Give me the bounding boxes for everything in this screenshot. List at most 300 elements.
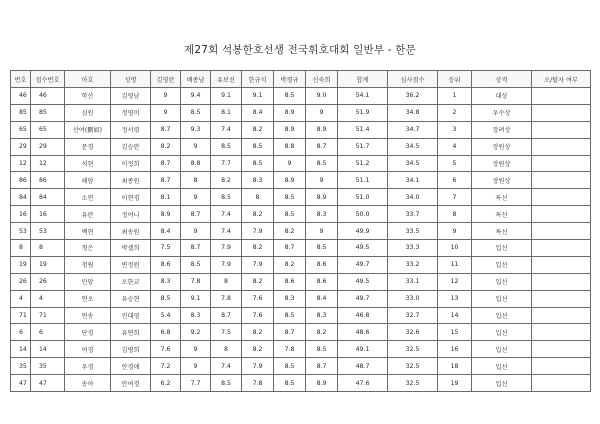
table-cell: 박셀희 xyxy=(111,240,151,257)
table-cell: 8.2 xyxy=(242,341,274,358)
table-cell: 8.2 xyxy=(242,324,274,341)
table-cell: 8.7 xyxy=(151,155,181,172)
table-cell: 소연 xyxy=(65,189,111,206)
table-cell: 3 xyxy=(438,121,472,138)
column-header: 심사점수 xyxy=(388,71,438,88)
table-cell: 33.0 xyxy=(388,290,438,307)
table-cell: 48.6 xyxy=(338,324,388,341)
table-cell: 7.4 xyxy=(211,121,242,138)
table-cell: 7.9 xyxy=(211,240,242,257)
table-cell: 10 xyxy=(438,240,472,257)
table-cell: 32.6 xyxy=(388,324,438,341)
table-cell: 6 xyxy=(31,324,65,341)
table-cell: 12 xyxy=(438,273,472,290)
table-cell: 9 xyxy=(181,358,211,375)
table-cell: 8.6 xyxy=(306,273,338,290)
table-cell: 8.2 xyxy=(151,138,181,155)
table-cell: 16 xyxy=(31,206,65,223)
table-cell: 8.3 xyxy=(151,273,181,290)
table-cell: 8.5 xyxy=(242,155,274,172)
table-header xyxy=(11,71,591,88)
table-cell: 9.1 xyxy=(242,88,274,105)
table-cell: 특선 xyxy=(472,189,532,206)
table-cell: 49.5 xyxy=(338,240,388,257)
table-cell: 86 xyxy=(31,172,65,189)
table-cell: 33.7 xyxy=(388,206,438,223)
table-cell: 8.2 xyxy=(242,206,274,223)
table-cell: 백현 xyxy=(65,223,111,240)
table-cell: 8 xyxy=(211,273,242,290)
table-row xyxy=(11,324,591,341)
table-cell: 7.4 xyxy=(211,223,242,240)
table-cell: 15 xyxy=(438,324,472,341)
table-cell: 안경애 xyxy=(111,358,151,375)
table-cell: 7.4 xyxy=(211,358,242,375)
table-cell: 7.7 xyxy=(211,155,242,172)
table-cell xyxy=(532,223,591,240)
table-cell: 49.7 xyxy=(338,256,388,273)
results-table xyxy=(10,70,591,392)
table-cell: 35 xyxy=(11,358,31,375)
table-cell: 46 xyxy=(31,88,65,105)
table-cell: 7 xyxy=(438,189,472,206)
table-cell: 5.4 xyxy=(151,307,181,324)
table-cell: 최송원 xyxy=(111,223,151,240)
table-cell: 34.1 xyxy=(388,172,438,189)
table-cell: 35 xyxy=(31,358,65,375)
table-cell: 변정원 xyxy=(111,256,151,273)
table-cell: 입선 xyxy=(472,375,532,392)
table-cell: 8.7 xyxy=(274,324,306,341)
table-cell: 14 xyxy=(31,341,65,358)
table-cell: 7.5 xyxy=(211,324,242,341)
table-cell: 입선 xyxy=(472,256,532,273)
table-cell: 입선 xyxy=(472,307,532,324)
table-cell: 8.5 xyxy=(242,138,274,155)
table-cell xyxy=(532,189,591,206)
table-cell: 8 xyxy=(31,240,65,257)
table-cell: 7.9 xyxy=(242,223,274,240)
column-header: 유보선 xyxy=(211,71,242,88)
table-cell: 85 xyxy=(31,104,65,121)
table-cell xyxy=(532,341,591,358)
table-row xyxy=(11,121,591,138)
column-header: 한규식 xyxy=(242,71,274,88)
table-cell: 32.7 xyxy=(388,307,438,324)
table-cell: 34.7 xyxy=(388,121,438,138)
table-cell: 9.1 xyxy=(181,290,211,307)
table-cell: 8.7 xyxy=(306,358,338,375)
table-cell: 8.9 xyxy=(306,375,338,392)
table-cell: 8.1 xyxy=(211,104,242,121)
table-cell: 대상 xyxy=(472,88,532,105)
table-cell: 51.4 xyxy=(338,121,388,138)
table-row xyxy=(11,206,591,223)
table-cell: 학산 xyxy=(65,88,111,105)
table-cell: 장원상 xyxy=(472,155,532,172)
table-cell xyxy=(532,240,591,257)
column-header: 배종남 xyxy=(181,71,211,88)
table-cell: 문경 xyxy=(65,138,111,155)
table-cell: 65 xyxy=(31,121,65,138)
table-cell: 8.6 xyxy=(274,273,306,290)
column-header: 성명 xyxy=(111,71,151,88)
table-cell: 8.5 xyxy=(181,256,211,273)
column-header: 김영란 xyxy=(151,71,181,88)
table-cell: 8.8 xyxy=(274,138,306,155)
table-cell xyxy=(532,290,591,307)
table-cell xyxy=(532,88,591,105)
table-cell: 8.5 xyxy=(274,189,306,206)
table-cell: 여경 xyxy=(65,341,111,358)
table-cell: 연오 xyxy=(65,290,111,307)
table-cell: 7.8 xyxy=(211,290,242,307)
table-cell: 송아 xyxy=(65,375,111,392)
table-row xyxy=(11,341,591,358)
table-cell: 연송 xyxy=(65,307,111,324)
table-cell: 32.5 xyxy=(388,375,438,392)
table-cell: 12 xyxy=(11,155,31,172)
table-cell: 16 xyxy=(438,341,472,358)
table-cell: 입선 xyxy=(472,358,532,375)
table-cell: 8.5 xyxy=(274,358,306,375)
table-cell: 심원 xyxy=(65,104,111,121)
table-cell: 51.2 xyxy=(338,155,388,172)
table-cell: 2 xyxy=(438,104,472,121)
table-row xyxy=(11,104,591,121)
table-cell: 8.6 xyxy=(306,256,338,273)
table-cell: 단경 xyxy=(65,324,111,341)
table-cell xyxy=(532,273,591,290)
table-cell: 8.2 xyxy=(274,256,306,273)
table-cell: 9 xyxy=(306,172,338,189)
table-cell: 8.9 xyxy=(306,189,338,206)
table-cell: 8.2 xyxy=(242,240,274,257)
table-cell: 8.2 xyxy=(242,121,274,138)
results-table-container xyxy=(10,70,590,392)
column-header: 접수번호 xyxy=(31,71,65,88)
table-cell: 9.3 xyxy=(181,121,211,138)
table-cell: 8 xyxy=(211,341,242,358)
table-cell: 8.1 xyxy=(151,189,181,206)
table-cell: 유연희 xyxy=(111,324,151,341)
table-cell: 33.2 xyxy=(388,256,438,273)
table-cell: 8.7 xyxy=(181,240,211,257)
table-cell: 청은 xyxy=(65,240,111,257)
table-cell: 47 xyxy=(11,375,31,392)
column-header: 합계 xyxy=(338,71,388,88)
table-cell: 16 xyxy=(11,206,31,223)
table-cell xyxy=(532,256,591,273)
page-title: 제27회 석봉한호선생 전국휘호대회 일반부 - 한문 xyxy=(184,44,416,56)
table-cell: 13 xyxy=(438,290,472,307)
table-cell: 9.2 xyxy=(181,324,211,341)
table-cell: 54.1 xyxy=(338,88,388,105)
table-cell: 14 xyxy=(11,341,31,358)
table-cell xyxy=(532,155,591,172)
table-cell: 8.8 xyxy=(181,155,211,172)
table-cell: 8.7 xyxy=(211,307,242,324)
table-cell: 49.1 xyxy=(338,341,388,358)
table-cell: 장원상 xyxy=(472,138,532,155)
table-cell: 4 xyxy=(31,290,65,307)
table-cell: 김영남 xyxy=(111,88,151,105)
table-cell: 8 xyxy=(11,240,31,257)
table-cell: 26 xyxy=(31,273,65,290)
table-cell: 8.9 xyxy=(274,121,306,138)
table-body xyxy=(11,88,591,392)
table-cell: 1 xyxy=(438,88,472,105)
table-cell: 8.5 xyxy=(306,155,338,172)
table-cell: 8.5 xyxy=(274,375,306,392)
table-cell: 86 xyxy=(11,172,31,189)
table-cell: 장원상 xyxy=(472,172,532,189)
table-cell: 8.4 xyxy=(242,104,274,121)
table-cell: 32.5 xyxy=(388,341,438,358)
table-cell: 12 xyxy=(31,155,65,172)
table-cell xyxy=(532,121,591,138)
table-cell: 8.5 xyxy=(306,341,338,358)
table-cell: 49.5 xyxy=(338,273,388,290)
table-cell: 8.9 xyxy=(306,121,338,138)
table-cell: 유란 xyxy=(65,206,111,223)
table-cell: 84 xyxy=(31,189,65,206)
table-cell: 34.0 xyxy=(388,189,438,206)
table-cell xyxy=(532,104,591,121)
table-row xyxy=(11,155,591,172)
table-cell: 8.3 xyxy=(242,172,274,189)
table-cell: 7.7 xyxy=(181,375,211,392)
table-cell: 9 xyxy=(181,138,211,155)
table-cell: 9.0 xyxy=(306,88,338,105)
table-cell: 7.8 xyxy=(242,375,274,392)
table-cell: 석현 xyxy=(65,155,111,172)
table-cell: 8.2 xyxy=(211,172,242,189)
table-cell: 6.8 xyxy=(151,324,181,341)
table-cell: 18 xyxy=(438,358,472,375)
table-cell: 정여니 xyxy=(111,206,151,223)
table-cell: 9 xyxy=(274,155,306,172)
table-row xyxy=(11,307,591,324)
table-cell: 51.1 xyxy=(338,172,388,189)
table-cell: 4 xyxy=(438,138,472,155)
table-cell: 19 xyxy=(438,375,472,392)
table-cell: 8.7 xyxy=(151,172,181,189)
table-cell: 8 xyxy=(242,189,274,206)
table-cell: 8.5 xyxy=(274,206,306,223)
table-cell: 8.5 xyxy=(274,88,306,105)
table-cell xyxy=(532,138,591,155)
table-cell: 7.9 xyxy=(242,256,274,273)
table-cell: 8.5 xyxy=(306,240,338,257)
table-cell: 4 xyxy=(11,290,31,307)
table-cell: 7.6 xyxy=(242,307,274,324)
table-cell: 8.2 xyxy=(242,273,274,290)
table-cell: 8.7 xyxy=(181,206,211,223)
table-cell: 9 xyxy=(306,223,338,240)
table-cell: 9 xyxy=(438,223,472,240)
table-cell: 9 xyxy=(151,104,181,121)
table-cell: 유승현 xyxy=(111,290,151,307)
table-cell: 46.8 xyxy=(338,307,388,324)
table-row xyxy=(11,375,591,392)
table-cell: 9 xyxy=(151,88,181,105)
table-cell: 71 xyxy=(31,307,65,324)
table-cell: 장려상 xyxy=(472,121,532,138)
table-cell: 입선 xyxy=(472,290,532,307)
table-cell: 8.7 xyxy=(151,121,181,138)
table-cell: 49.9 xyxy=(338,223,388,240)
table-cell: 우경 xyxy=(65,358,111,375)
table-row xyxy=(11,172,591,189)
table-cell: 50.0 xyxy=(338,206,388,223)
table-cell: 5 xyxy=(438,155,472,172)
table-cell: 김승란 xyxy=(111,138,151,155)
table-row xyxy=(11,240,591,257)
table-cell: 8.4 xyxy=(151,223,181,240)
table-cell xyxy=(532,307,591,324)
table-cell: 71 xyxy=(11,307,31,324)
table-cell: 6 xyxy=(11,324,31,341)
table-cell xyxy=(532,358,591,375)
table-cell: 특선 xyxy=(472,223,532,240)
table-cell: 정영미 xyxy=(111,104,151,121)
table-cell xyxy=(532,324,591,341)
table-cell: 7.9 xyxy=(211,256,242,273)
table-cell: 8.5 xyxy=(181,104,211,121)
table-cell: 해암 xyxy=(65,172,111,189)
table-cell: 33.3 xyxy=(388,240,438,257)
table-cell xyxy=(532,172,591,189)
table-row xyxy=(11,88,591,105)
table-cell: 안여경 xyxy=(111,375,151,392)
table-cell: 민암 xyxy=(65,273,111,290)
table-cell: 8.5 xyxy=(211,189,242,206)
table-row xyxy=(11,256,591,273)
table-cell: 7.6 xyxy=(151,341,181,358)
table-cell: 산여(刪如) xyxy=(65,121,111,138)
table-cell: 29 xyxy=(31,138,65,155)
table-cell: 34.5 xyxy=(388,138,438,155)
table-cell: 34.8 xyxy=(388,104,438,121)
table-cell: 19 xyxy=(31,256,65,273)
table-cell: 8.5 xyxy=(211,138,242,155)
table-cell: 우수상 xyxy=(472,104,532,121)
table-cell xyxy=(532,206,591,223)
table-cell: 8.7 xyxy=(306,138,338,155)
table-cell: 9 xyxy=(181,223,211,240)
column-header: 번호 xyxy=(11,71,31,88)
table-cell: 입선 xyxy=(472,341,532,358)
table-cell: 이현경 xyxy=(111,189,151,206)
table-cell: 정서령 xyxy=(111,121,151,138)
table-cell: 85 xyxy=(11,104,31,121)
table-cell: 49.7 xyxy=(338,290,388,307)
table-cell: 65 xyxy=(11,121,31,138)
table-cell: 9 xyxy=(181,189,211,206)
table-cell: 47.6 xyxy=(338,375,388,392)
table-cell: 53 xyxy=(31,223,65,240)
table-cell: 진대영 xyxy=(111,307,151,324)
table-row xyxy=(11,223,591,240)
table-cell: 48.7 xyxy=(338,358,388,375)
table-row xyxy=(11,290,591,307)
table-cell: 53 xyxy=(11,223,31,240)
table-cell: 51.0 xyxy=(338,189,388,206)
table-cell: 8 xyxy=(181,172,211,189)
header-row xyxy=(11,71,591,88)
table-cell: 51.7 xyxy=(338,138,388,155)
table-cell: 특선 xyxy=(472,206,532,223)
table-cell: 7.8 xyxy=(274,341,306,358)
table-cell: 11 xyxy=(438,256,472,273)
table-cell: 29 xyxy=(11,138,31,155)
table-cell: 33.1 xyxy=(388,273,438,290)
table-cell: 입선 xyxy=(472,240,532,257)
table-cell: 8.9 xyxy=(274,104,306,121)
table-cell: 8.3 xyxy=(181,307,211,324)
column-header: 신숙희 xyxy=(306,71,338,88)
table-cell: 9 xyxy=(181,341,211,358)
table-cell: 6 xyxy=(438,172,472,189)
table-cell: 8.6 xyxy=(151,256,181,273)
table-cell: 8.5 xyxy=(274,307,306,324)
table-cell: 9.1 xyxy=(211,88,242,105)
table-cell: 47 xyxy=(31,375,65,392)
table-cell: 7.9 xyxy=(242,358,274,375)
table-cell: 7.5 xyxy=(151,240,181,257)
table-cell: 46 xyxy=(11,88,31,105)
table-cell: 19 xyxy=(11,256,31,273)
table-cell: 청림 xyxy=(65,256,111,273)
table-cell: 8.4 xyxy=(306,290,338,307)
table-cell: 7.6 xyxy=(242,290,274,307)
table-row xyxy=(11,273,591,290)
table-cell: 51.9 xyxy=(338,104,388,121)
table-cell: 8.3 xyxy=(306,307,338,324)
table-cell: 9.4 xyxy=(181,88,211,105)
table-cell: 김병희 xyxy=(111,341,151,358)
table-cell: 최종원 xyxy=(111,172,151,189)
table-cell: 8.2 xyxy=(274,223,306,240)
table-cell: 33.5 xyxy=(388,223,438,240)
table-cell: 8.3 xyxy=(306,206,338,223)
table-cell: 32.5 xyxy=(388,358,438,375)
table-cell: 14 xyxy=(438,307,472,324)
table-cell: 9 xyxy=(306,104,338,121)
table-cell: 8 xyxy=(438,206,472,223)
table-cell: 34.5 xyxy=(388,155,438,172)
table-cell: 84 xyxy=(11,189,31,206)
table-cell xyxy=(532,375,591,392)
table-cell: 7.8 xyxy=(181,273,211,290)
table-cell: 이정희 xyxy=(111,155,151,172)
table-cell: 입선 xyxy=(472,324,532,341)
column-header: 박경규 xyxy=(274,71,306,88)
table-cell: 8.2 xyxy=(306,324,338,341)
column-header: 등위 xyxy=(438,71,472,88)
table-cell: 7.2 xyxy=(151,358,181,375)
table-row xyxy=(11,189,591,206)
table-cell: 8.5 xyxy=(151,290,181,307)
table-cell: 36.2 xyxy=(388,88,438,105)
table-cell: 오한교 xyxy=(111,273,151,290)
table-cell: 7.4 xyxy=(211,206,242,223)
table-cell: 8.3 xyxy=(274,290,306,307)
column-header: 상격 xyxy=(472,71,532,88)
column-header: 아호 xyxy=(65,71,111,88)
table-cell: 8.9 xyxy=(274,172,306,189)
